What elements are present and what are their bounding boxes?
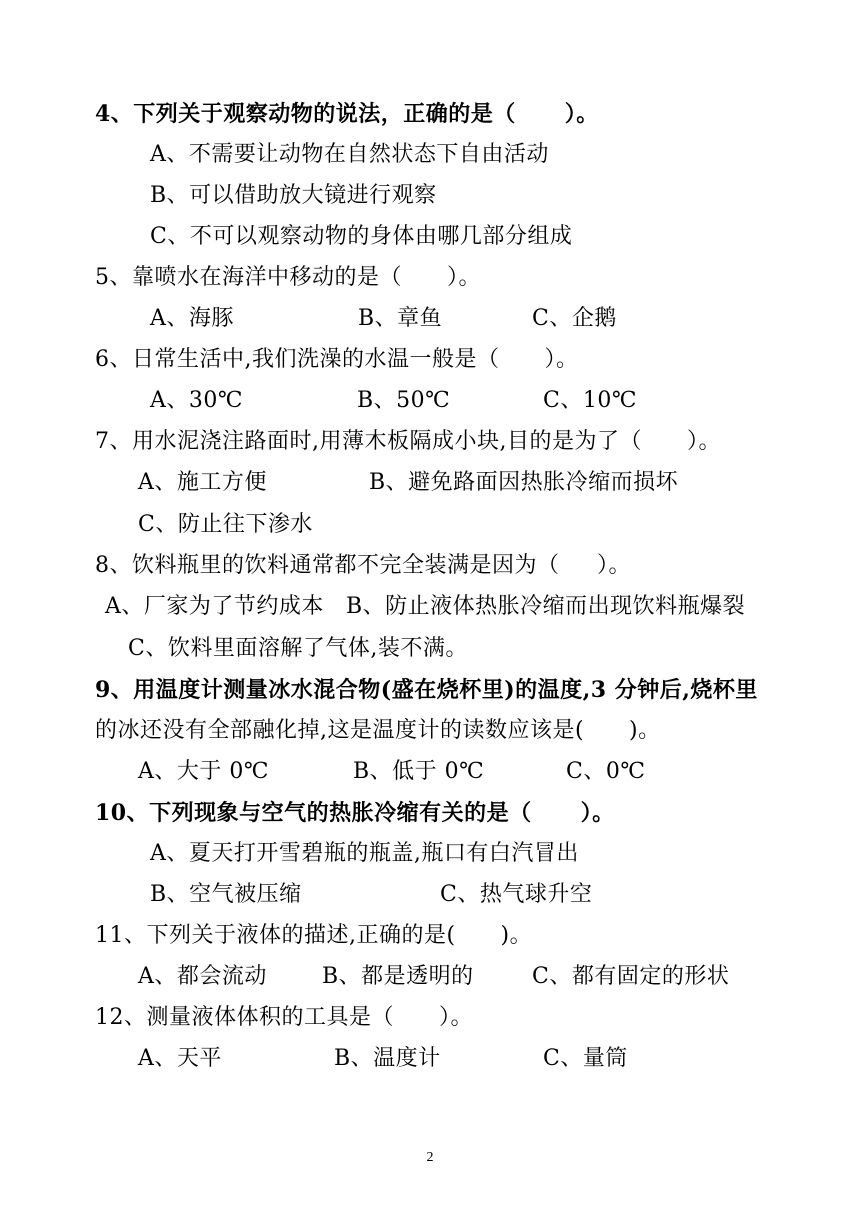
question-5-option-c: C、企鹅 [532,306,617,331]
question-10-option-a: A、夏天打开雪碧瓶的瓶盖,瓶口有白汽冒出 [150,841,579,866]
question-11-option-b: B、都是透明的 [322,964,474,989]
question-9-option-a: A、大于 0℃ [138,759,269,784]
question-11-option-c: C、都有固定的形状 [532,964,730,989]
question-6-option-a: A、30℃ [150,388,243,413]
question-7-option-a: A、施工方便 [138,470,267,495]
question-10-stem: 10、下列现象与空气的热胀冷缩有关的是（ ）。 [95,800,615,826]
question-5-option-a: A、海豚 [150,306,234,331]
question-4-option-c: C、不可以观察动物的身体由哪几部分组成 [150,224,573,249]
question-9-option-b: B、低于 0℃ [353,759,485,784]
question-4-option-a: A、不需要让动物在自然状态下自由活动 [150,142,549,167]
question-5-stem: 5、靠喷水在海洋中移动的是（ ）。 [95,265,481,290]
question-6-stem: 6、日常生活中,我们洗澡的水温一般是（ ）。 [95,347,579,372]
question-8-stem: 8、饮料瓶里的饮料通常都不完全装满是因为（ ）。 [95,553,631,578]
question-9-stem-line-2: 的冰还没有全部融化掉,这是温度计的读数应该是( )。 [95,718,661,743]
question-6-option-b: B、50℃ [357,388,451,413]
question-9-option-c: C、0℃ [566,759,646,784]
question-5-option-b: B、章鱼 [358,306,443,331]
question-10-option-b: B、空气被压缩 [150,882,302,907]
question-7-option-b: B、避免路面因热胀冷缩而损坏 [369,470,679,495]
question-10-option-c: C、热气球升空 [440,882,593,907]
question-4-option-b: B、可以借助放大镜进行观察 [150,183,437,208]
question-12-option-b: B、温度计 [334,1046,441,1071]
question-7-stem: 7、用水泥浇注路面时,用薄木板隔成小块,目的是为了（ ）。 [95,429,721,454]
question-7-option-c: C、防止往下渗水 [138,512,313,537]
question-8-option-a: A、厂家为了节约成本 [105,594,324,619]
question-4-stem: 4、下列关于观察动物的说法，正确的是（ ）。 [95,101,599,127]
question-11-option-a: A、都会流动 [138,964,267,989]
question-12-stem: 12、测量液体体积的工具是（ ）。 [95,1005,473,1030]
page-number: 2 [426,1150,434,1165]
question-6-option-c: C、10℃ [543,388,637,413]
question-8-option-c: C、饮料里面溶解了气体,装不满。 [128,636,468,661]
question-9-stem-line-1: 9、用温度计测量冰水混合物(盛在烧杯里)的温度,3 分钟后,烧杯里 [95,677,758,703]
question-11-stem: 11、下列关于液体的描述,正确的是( )。 [95,923,533,948]
question-8-option-b: B、防止液体热胀冷缩而出现饮料瓶爆裂 [346,594,746,619]
question-12-option-c: C、量筒 [543,1046,628,1071]
question-12-option-a: A、天平 [138,1046,222,1071]
